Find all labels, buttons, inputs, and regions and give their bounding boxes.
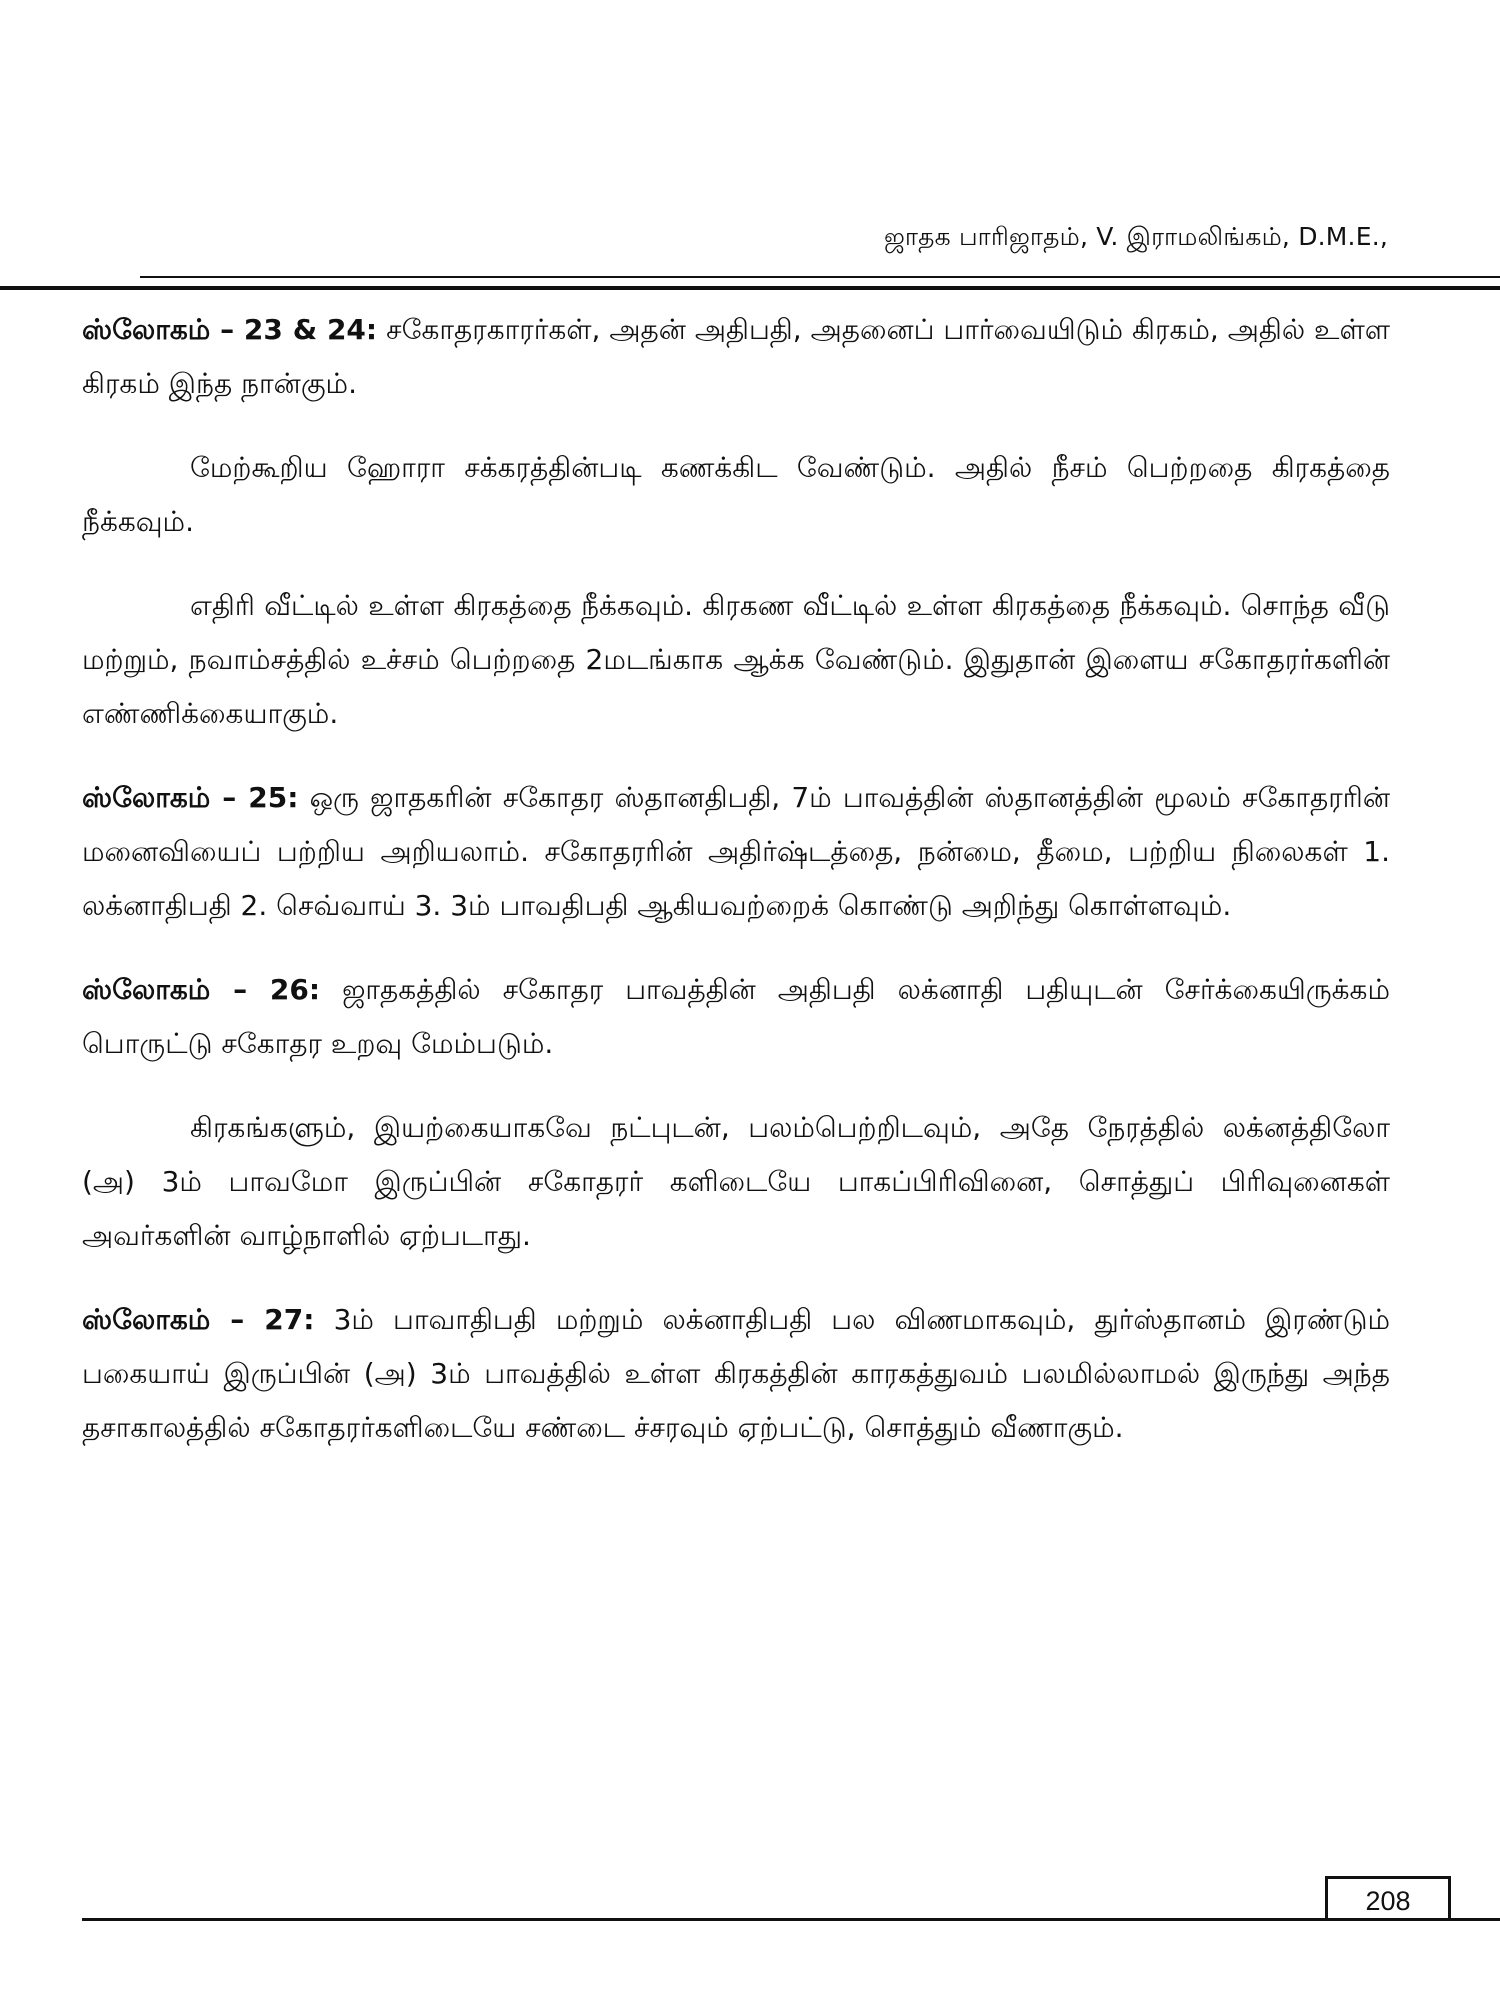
header-rule-thin <box>140 276 1500 278</box>
paragraph-sloka-23-24 <box>82 303 1390 411</box>
paragraph-text: கிரகங்களும், இயற்கையாகவே நட்புடன், பலம்பெற்றிடவும், அதே நேரத்தில் லக்னத்திலோ (அ) 3ம் பாவமோ இருப்பின் சகோதரர் களிடையே பாகப்பிரிவினை, சொத்துப் பிரிவுனைகள் அவர்களின் வாழ்நாளில் ஏற்படாது. <box>82 1111 1390 1252</box>
sloka-label: ஸ்லோகம் – 27: <box>82 1303 315 1336</box>
page-body <box>82 303 1390 1485</box>
paragraph-sloka-27 <box>82 1293 1390 1455</box>
paragraph-sloka-25 <box>82 771 1390 933</box>
paragraph-sloka-26 <box>82 963 1390 1071</box>
sloka-label: ஸ்லோகம் – 23 & 24: <box>82 313 378 346</box>
paragraph-text: ஒரு ஜாதகரின் சகோதர ஸ்தானதிபதி, 7ம் பாவத்தின் ஸ்தானத்தின் மூலம் சகோதரரின் மனைவியைப் பற்றிய அறியலாம். சகோதரரின் அதிர்ஷ்டத்தை, நன்மை, தீமை, பற்றிய நிலைகள் 1. லக்னாதிபதி 2. செவ்வாய் 3. 3ம் பாவதிபதி ஆகியவற்றைக் கொண்டு அறிந்து கொள்ளவும். <box>82 781 1390 922</box>
paragraph-text: 3ம் பாவாதிபதி மற்றும் லக்னாதிபதி பல விணமாகவும், துர்ஸ்தானம் இரண்டும் பகையாய் இருப்பின் (அ) 3ம் பாவத்தில் உள்ள கிரகத்தின் காரகத்துவம் பலமில்லாமல் இருந்து அந்த தசாகாலத்தில் சகோதரர்களிடையே சண்டை ச்சரவும் ஏற்பட்டு, சொத்தும் வீணாகும். <box>82 1303 1390 1444</box>
header-rule-thick <box>0 286 1500 290</box>
sloka-label: ஸ்லோகம் – 25: <box>82 781 299 814</box>
paragraph-text: எதிரி வீட்டில் உள்ள கிரகத்தை நீக்கவும். கிரகண வீட்டில் உள்ள கிரகத்தை நீக்கவும். சொந்த வீடு மற்றும், நவாம்சத்தில் உச்சம் பெற்றதை 2மடங்காக ஆக்க வேண்டும். இதுதான் இளைய சகோதரர்களின் எண்ணிக்கையாகும். <box>82 589 1390 730</box>
paragraph-text: மேற்கூறிய ஹோரா சக்கரத்தின்படி கணக்கிட வேண்டும். அதில் நீசம் பெற்றதை கிரகத்தை நீக்கவும். <box>82 451 1390 538</box>
paragraph-text: ஜாதகத்தில் சகோதர பாவத்தின் அதிபதி லக்னாதி பதியுடன் சேர்க்கையிருக்கம் பொருட்டு சகோதர உறவு மேம்படும். <box>82 973 1391 1060</box>
paragraph-enemy-house <box>82 579 1390 741</box>
paragraph-hora-chart <box>82 441 1390 549</box>
footer-rule <box>82 1918 1500 1921</box>
paragraph-text: சகோதரகாரர்கள், அதன் அதிபதி, அதனைப் பார்வையிடும் கிரகம், அதில் உள்ள கிரகம் இந்த நான்கும். <box>82 313 1390 400</box>
paragraph-planets-natural <box>82 1101 1390 1263</box>
sloka-label: ஸ்லோகம் – 26: <box>82 973 321 1006</box>
running-header: ஜாதக பாரிஜாதம், V. இராமலிங்கம், D.M.E., <box>884 222 1388 251</box>
page-number: 208 <box>1325 1876 1451 1920</box>
